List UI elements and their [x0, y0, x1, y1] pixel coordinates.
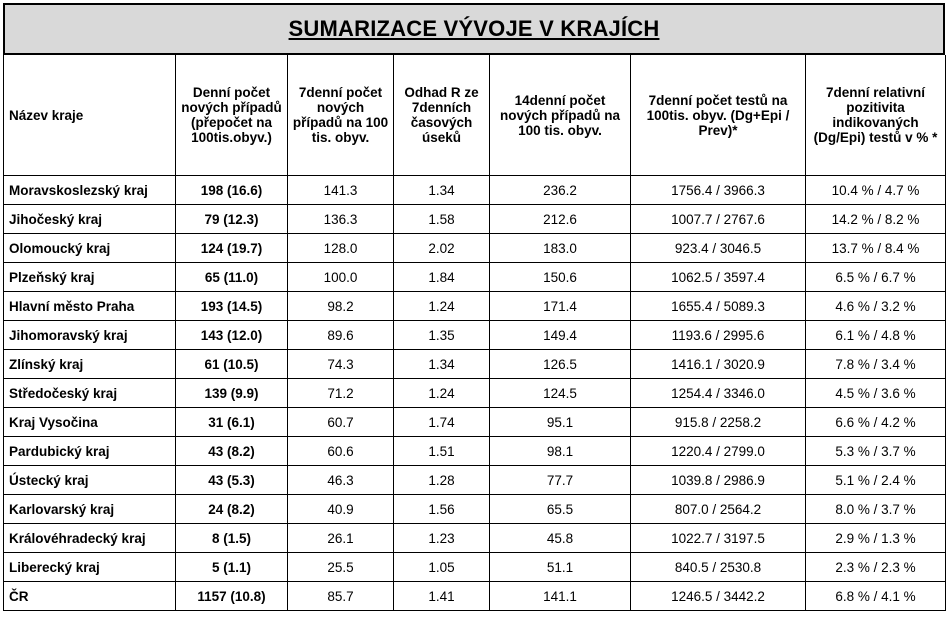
- table-row: [4, 408, 946, 437]
- 14day-cases-cell: 149.4: [490, 321, 631, 350]
- positivity-cell: 6.1 % / 4.8 %: [806, 321, 946, 350]
- r-estimate-cell: 1.58: [394, 205, 490, 234]
- positivity-cell: 4.5 % / 3.6 %: [806, 379, 946, 408]
- 14day-cases-cell: 95.1: [490, 408, 631, 437]
- daily-cases-cell: 8 (1.5): [176, 524, 288, 553]
- r-estimate-cell: 1.56: [394, 495, 490, 524]
- 7day-cases-cell: 46.3: [288, 466, 394, 495]
- region-name-cell: Jihomoravský kraj: [4, 321, 176, 350]
- 14day-cases-cell: 77.7: [490, 466, 631, 495]
- daily-cases-cell: 5 (1.1): [176, 553, 288, 582]
- page-title: SUMARIZACE VÝVOJE V KRAJÍCH: [288, 16, 660, 41]
- 7day-tests-cell: 1655.4 / 5089.3: [631, 292, 806, 321]
- table-row: [4, 524, 946, 553]
- region-name-cell: Plzeňský kraj: [4, 263, 176, 292]
- 7day-tests-cell: 1220.4 / 2799.0: [631, 437, 806, 466]
- 14day-cases-cell: 212.6: [490, 205, 631, 234]
- table-row: [4, 582, 946, 611]
- 7day-tests-cell: 1039.8 / 2986.9: [631, 466, 806, 495]
- region-name-cell: Pardubický kraj: [4, 437, 176, 466]
- table-row: [4, 553, 946, 582]
- region-name-cell: Královéhradecký kraj: [4, 524, 176, 553]
- region-name-cell: ČR: [4, 582, 176, 611]
- daily-cases-cell: 124 (19.7): [176, 234, 288, 263]
- column-header-region: Název kraje: [4, 55, 176, 176]
- region-name-cell: Kraj Vysočina: [4, 408, 176, 437]
- 14day-cases-cell: 98.1: [490, 437, 631, 466]
- positivity-cell: 5.1 % / 2.4 %: [806, 466, 946, 495]
- r-estimate-cell: 1.51: [394, 437, 490, 466]
- 7day-tests-cell: 1246.5 / 3442.2: [631, 582, 806, 611]
- 7day-cases-cell: 60.6: [288, 437, 394, 466]
- region-summary-table: [3, 55, 946, 611]
- 14day-cases-cell: 236.2: [490, 176, 631, 205]
- 14day-cases-cell: 150.6: [490, 263, 631, 292]
- 7day-cases-cell: 26.1: [288, 524, 394, 553]
- 14day-cases-cell: 124.5: [490, 379, 631, 408]
- table-row: [4, 321, 946, 350]
- 7day-cases-cell: 60.7: [288, 408, 394, 437]
- positivity-cell: 5.3 % / 3.7 %: [806, 437, 946, 466]
- positivity-cell: 14.2 % / 8.2 %: [806, 205, 946, 234]
- column-header-7day-tests: 7denní počet testů na 100tis. obyv. (Dg+Epi / Prev)*: [631, 55, 806, 176]
- table-row: [4, 205, 946, 234]
- 14day-cases-cell: 45.8: [490, 524, 631, 553]
- daily-cases-cell: 31 (6.1): [176, 408, 288, 437]
- 7day-tests-cell: 1416.1 / 3020.9: [631, 350, 806, 379]
- daily-cases-cell: 65 (11.0): [176, 263, 288, 292]
- region-name-cell: Moravskoslezský kraj: [4, 176, 176, 205]
- 14day-cases-cell: 126.5: [490, 350, 631, 379]
- daily-cases-cell: 139 (9.9): [176, 379, 288, 408]
- r-estimate-cell: 1.74: [394, 408, 490, 437]
- positivity-cell: 6.6 % / 4.2 %: [806, 408, 946, 437]
- positivity-cell: 10.4 % / 4.7 %: [806, 176, 946, 205]
- r-estimate-cell: 1.24: [394, 379, 490, 408]
- daily-cases-cell: 79 (12.3): [176, 205, 288, 234]
- r-estimate-cell: 1.35: [394, 321, 490, 350]
- 7day-tests-cell: 840.5 / 2530.8: [631, 553, 806, 582]
- daily-cases-cell: 1157 (10.8): [176, 582, 288, 611]
- 14day-cases-cell: 51.1: [490, 553, 631, 582]
- 7day-tests-cell: 1007.7 / 2767.6: [631, 205, 806, 234]
- r-estimate-cell: 1.23: [394, 524, 490, 553]
- 7day-cases-cell: 40.9: [288, 495, 394, 524]
- title-bar: [3, 3, 945, 55]
- r-estimate-cell: 1.34: [394, 176, 490, 205]
- table-row: [4, 350, 946, 379]
- positivity-cell: 4.6 % / 3.2 %: [806, 292, 946, 321]
- daily-cases-cell: 43 (8.2): [176, 437, 288, 466]
- 7day-tests-cell: 1062.5 / 3597.4: [631, 263, 806, 292]
- 7day-tests-cell: 1022.7 / 3197.5: [631, 524, 806, 553]
- table-row: [4, 234, 946, 263]
- table-body: [4, 176, 946, 611]
- daily-cases-cell: 43 (5.3): [176, 466, 288, 495]
- 7day-cases-cell: 98.2: [288, 292, 394, 321]
- 14day-cases-cell: 183.0: [490, 234, 631, 263]
- table-row: [4, 379, 946, 408]
- r-estimate-cell: 2.02: [394, 234, 490, 263]
- positivity-cell: 8.0 % / 3.7 %: [806, 495, 946, 524]
- table-header-row: [4, 55, 946, 176]
- 7day-tests-cell: 1756.4 / 3966.3: [631, 176, 806, 205]
- positivity-cell: 6.5 % / 6.7 %: [806, 263, 946, 292]
- positivity-cell: 6.8 % / 4.1 %: [806, 582, 946, 611]
- 7day-cases-cell: 136.3: [288, 205, 394, 234]
- 14day-cases-cell: 141.1: [490, 582, 631, 611]
- table-row: [4, 292, 946, 321]
- r-estimate-cell: 1.05: [394, 553, 490, 582]
- 7day-cases-cell: 85.7: [288, 582, 394, 611]
- 14day-cases-cell: 171.4: [490, 292, 631, 321]
- 7day-tests-cell: 915.8 / 2258.2: [631, 408, 806, 437]
- column-header-positivity: 7denní relativní pozitivita indikovaných (Dg/Epi) testů v % *: [806, 55, 946, 176]
- r-estimate-cell: 1.84: [394, 263, 490, 292]
- 7day-tests-cell: 1193.6 / 2995.6: [631, 321, 806, 350]
- region-name-cell: Ústecký kraj: [4, 466, 176, 495]
- table-row: [4, 176, 946, 205]
- r-estimate-cell: 1.34: [394, 350, 490, 379]
- region-name-cell: Karlovarský kraj: [4, 495, 176, 524]
- 7day-cases-cell: 25.5: [288, 553, 394, 582]
- region-name-cell: Středočeský kraj: [4, 379, 176, 408]
- daily-cases-cell: 61 (10.5): [176, 350, 288, 379]
- daily-cases-cell: 198 (16.6): [176, 176, 288, 205]
- 7day-cases-cell: 100.0: [288, 263, 394, 292]
- r-estimate-cell: 1.24: [394, 292, 490, 321]
- 7day-cases-cell: 128.0: [288, 234, 394, 263]
- column-header-daily-cases: Denní počet nových případů (přepočet na 100tis.obyv.): [176, 55, 288, 176]
- 7day-cases-cell: 141.3: [288, 176, 394, 205]
- column-header-14day-cases: 14denní počet nových případů na 100 tis. obyv.: [490, 55, 631, 176]
- positivity-cell: 2.3 % / 2.3 %: [806, 553, 946, 582]
- table-row: [4, 263, 946, 292]
- region-name-cell: Hlavní město Praha: [4, 292, 176, 321]
- summary-document: [3, 3, 945, 611]
- 7day-tests-cell: 923.4 / 3046.5: [631, 234, 806, 263]
- table-row: [4, 495, 946, 524]
- daily-cases-cell: 24 (8.2): [176, 495, 288, 524]
- region-name-cell: Jihočeský kraj: [4, 205, 176, 234]
- 7day-cases-cell: 71.2: [288, 379, 394, 408]
- region-name-cell: Zlínský kraj: [4, 350, 176, 379]
- 7day-cases-cell: 89.6: [288, 321, 394, 350]
- 14day-cases-cell: 65.5: [490, 495, 631, 524]
- 7day-cases-cell: 74.3: [288, 350, 394, 379]
- region-name-cell: Liberecký kraj: [4, 553, 176, 582]
- r-estimate-cell: 1.41: [394, 582, 490, 611]
- column-header-7day-cases: 7denní počet nových případů na 100 tis. obyv.: [288, 55, 394, 176]
- positivity-cell: 2.9 % / 1.3 %: [806, 524, 946, 553]
- daily-cases-cell: 193 (14.5): [176, 292, 288, 321]
- table-row: [4, 466, 946, 495]
- region-name-cell: Olomoucký kraj: [4, 234, 176, 263]
- daily-cases-cell: 143 (12.0): [176, 321, 288, 350]
- table-row: [4, 437, 946, 466]
- r-estimate-cell: 1.28: [394, 466, 490, 495]
- column-header-r-estimate: Odhad R ze 7denních časových úseků: [394, 55, 490, 176]
- positivity-cell: 7.8 % / 3.4 %: [806, 350, 946, 379]
- 7day-tests-cell: 807.0 / 2564.2: [631, 495, 806, 524]
- 7day-tests-cell: 1254.4 / 3346.0: [631, 379, 806, 408]
- positivity-cell: 13.7 % / 8.4 %: [806, 234, 946, 263]
